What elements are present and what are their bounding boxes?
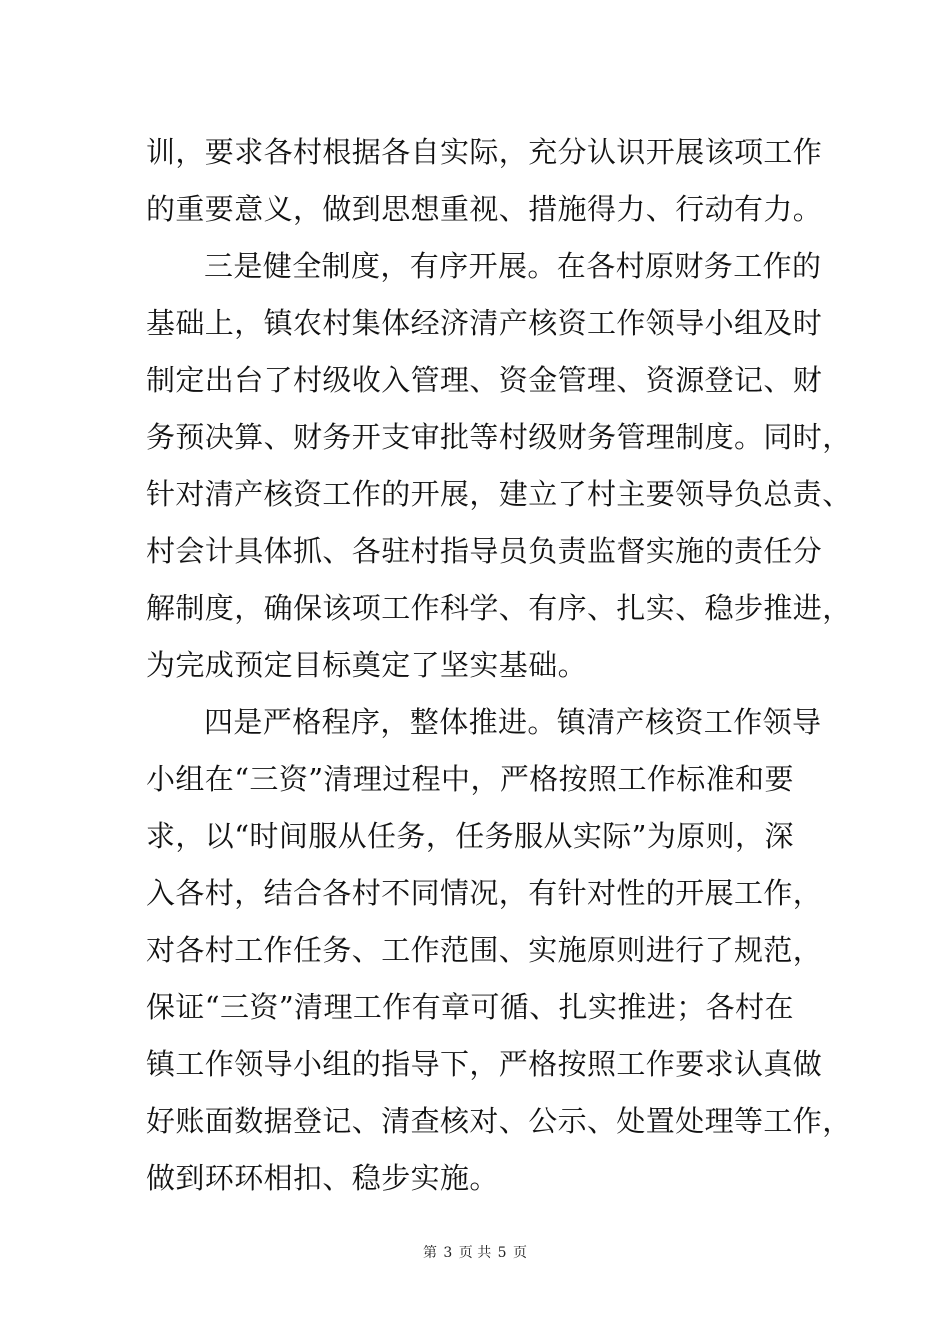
text-line: 基础上，镇农村集体经济清产核资工作领导小组及时 [146, 306, 823, 340]
paragraph-first-line: 三是健全制度，有序开展。在各村原财务工作的 [204, 249, 822, 283]
text-line: 针对清产核资工作的开展，建立了村主要领导负总责、 [146, 477, 852, 511]
footer-middle: 页 共 [458, 1245, 492, 1261]
text-line: 保证“三资”清理工作有章可循、扎实推进；各村在 [146, 990, 794, 1024]
text-line: 做到环环相扣、稳步实施。 [146, 1161, 499, 1195]
current-page-number: 3 [443, 1245, 453, 1261]
text-line: 对各村工作任务、工作范围、实施原则进行了规范， [146, 933, 823, 967]
text-line: 务预决算、财务开支审批等村级财务管理制度。同时， [146, 420, 852, 454]
text-line: 训，要求各村根据各自实际，充分认识开展该项工作 [146, 135, 823, 169]
text-line: 镇工作领导小组的指导下，严格按照工作要求认真做 [146, 1047, 823, 1081]
text-line: 村会计具体抓、各驻村指导员负责监督实施的责任分 [146, 534, 823, 568]
page-footer [0, 1244, 950, 1262]
text-line: 求，以“时间服从任务，任务服从实际”为原则，深 [146, 819, 794, 853]
footer-prefix: 第 [422, 1245, 437, 1261]
text-line: 的重要意义，做到思想重视、措施得力、行动有力。 [146, 192, 823, 226]
text-line: 入各村，结合各村不同情况，有针对性的开展工作， [146, 876, 823, 910]
footer-suffix: 页 [513, 1245, 528, 1261]
text-line: 制定出台了村级收入管理、资金管理、资源登记、财 [146, 363, 823, 397]
text-line: 好账面数据登记、清查核对、公示、处置处理等工作， [146, 1104, 852, 1138]
total-pages-number: 5 [497, 1245, 507, 1261]
text-line: 为完成预定目标奠定了坚实基础。 [146, 648, 588, 682]
text-line: 小组在“三资”清理过程中，严格按照工作标准和要 [146, 762, 794, 796]
paragraph-first-line: 四是严格程序，整体推进。镇清产核资工作领导 [204, 705, 822, 739]
text-line: 解制度，确保该项工作科学、有序、扎实、稳步推进， [146, 591, 852, 625]
